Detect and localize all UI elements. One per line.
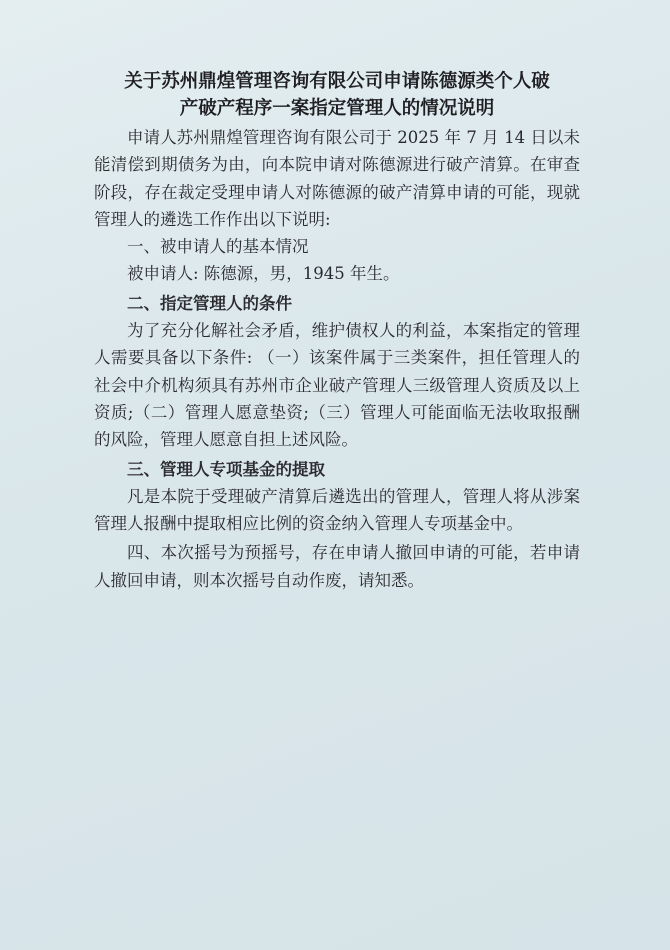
section-2-heading: 二、指定管理人的条件 — [127, 293, 292, 313]
section-3-text: 凡是本院于受理破产清算后遴选出的管理人，管理人将从涉案管理人报酬中提取相应比例的资金纳入管理人专项基金中。 — [94, 486, 580, 534]
document-title — [94, 68, 580, 122]
section-1-heading: 一、被申请人的基本情况 — [127, 237, 309, 257]
intro-paragraph: 申请人苏州鼎煌管理咨询有限公司于 2025 年 7 月 14 日以未能清偿到期债务为由，向本院申请对陈德源进行破产清算。在审查阶段，存在裁定受理申请人对陈德源的破产清算申请的可能，现就管理人的遴选工作作出以下说明: — [94, 128, 580, 229]
document-body — [94, 68, 580, 594]
section-1-text: 被申请人: 陈德源，男，1945 年生。 — [127, 264, 400, 284]
section-2-text: 为了充分化解社会矛盾，维护债权人的利益，本案指定的管理人需要具备以下条件: （一）该案件属于三类案件，担任管理人的社会中介机构须具有苏州市企业破产管理人三级管理人资质及以上资质;（二）管理人愿意垫资;（三）管理人可能面临无法收取报酬的风险，管理人愿意自担上述风险。 — [94, 321, 580, 450]
title-line-2: 产破产程序一案指定管理人的情况说明 — [179, 98, 495, 119]
title-line-1: 关于苏州鼎煌管理咨询有限公司申请陈德源类个人破 — [124, 71, 550, 92]
section-4-text: 四、本次摇号为预摇号，存在申请人撤回申请的可能，若申请人撤回申请，则本次摇号自动作废，请知悉。 — [94, 543, 580, 590]
section-3-heading: 三、管理人专项基金的提取 — [127, 459, 325, 479]
